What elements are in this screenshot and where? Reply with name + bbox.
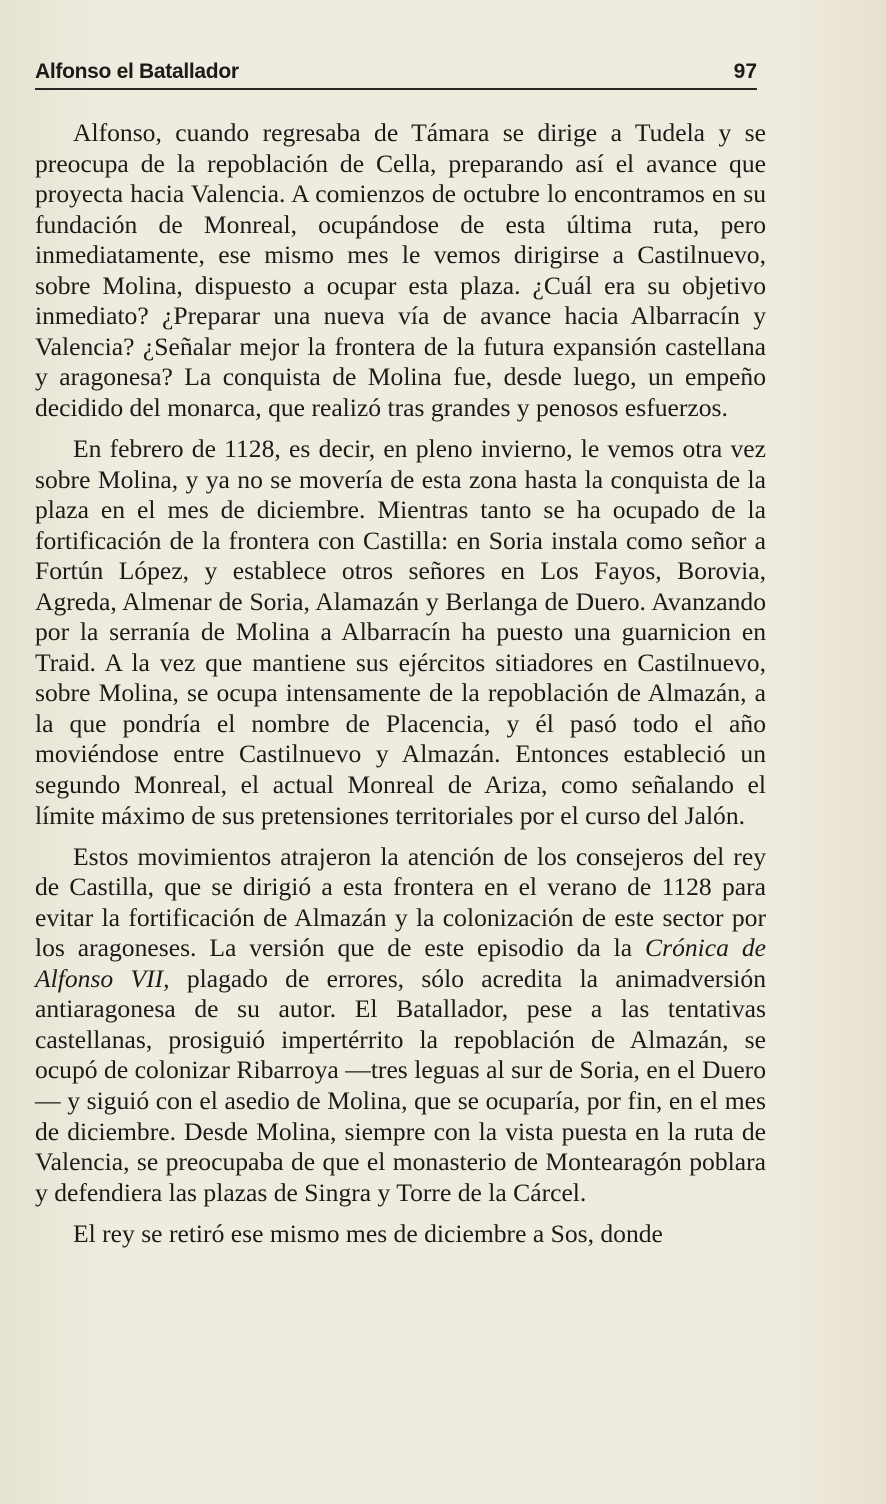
paragraph-1: Alfonso, cuando regresaba de Támara se dirige a Tudela y se preocupa de la repoblación de Cella, preparando así el avance que proyecta hacia Valencia. A comienzos de octubre lo encontramos en su fundación de Monreal, ocupándose de esta última ruta, pero inmediatamente, ese mismo mes le vemos dirigirse a Castilnuevo, sobre Molina, dispuesto a ocupar esta plaza. ¿Cuál era su objetivo inmediato? ¿Preparar una nueva vía de avance hacia Albarracín y Valencia? ¿Señalar mejor la frontera de la futura expansión castellana y aragonesa? La conquista de Molina fue, desde luego, un empeño decidido del monarca, que realizó tras grandes y penosos esfuerzos. [35, 118, 766, 422]
paragraph-3 [35, 842, 766, 1209]
paragraph-3-text-after: plagado de errores, sólo acredita la animadversión antiaragonesa de su autor. El Batallador, pese a las tentativas castellanas, prosiguió impertérrito la repoblación de Almazán, se ocupó de colonizar Ribarroya —tres leguas al sur de Soria, en el Duero— y siguió con el asedio de Molina, que se ocuparía, por fin, en el mes de diciembre. Desde Molina, siempre con la vista puesta en la ruta de Valencia, se preocupaba de que el monasterio de Montearagón poblara y defendiera las plazas de Singra y Torre de la Cárcel. [35, 963, 766, 1207]
page-number: 97 [733, 60, 757, 83]
work-title: Crónica de Alfonso VII, [35, 933, 766, 993]
paragraph-3-text-before: Estos movimientos atrajeron la atención de los consejeros del rey de Castilla, que se dirigió a esta frontera en el verano de 1128 para evitar la fortificación de Almazán y la colonización de este sector por los aragoneses. La versión que de este episodio da la [35, 841, 766, 963]
running-header [35, 58, 757, 90]
paragraph-2: En febrero de 1128, es decir, en pleno invierno, le vemos otra vez sobre Molina, y ya no se movería de esta zona hasta la conquista de la plaza en el mes de diciembre. Mientras tanto se ha ocupado de la fortificación de la frontera con Castilla: en Soria instala como señor a Fortún López, y establece otros señores en Los Fayos, Borovia, Agreda, Almenar de Soria, Alamazán y Berlanga de Duero. Avanzando por la serranía de Molina a Albarracín ha puesto una guarnicion en Traid. A la vez que mantiene sus ejércitos sitiadores en Castilnuevo, sobre Molina, se ocupa intensamente de la repoblación de Almazán, a la que pondría el nombre de Placencia, y él pasó todo el año moviéndose entre Castilnuevo y Almazán. Entonces estableció un segundo Monreal, el actual Monreal de Ariza, como señalando el límite máximo de sus pretensiones territoriales por el curso del Jalón. [35, 433, 766, 830]
running-title: Alfonso el Batallador [35, 60, 239, 83]
body-text [35, 118, 766, 1260]
paragraph-4: El rey se retiró ese mismo mes de diciembre a Sos, donde [73, 1218, 663, 1248]
